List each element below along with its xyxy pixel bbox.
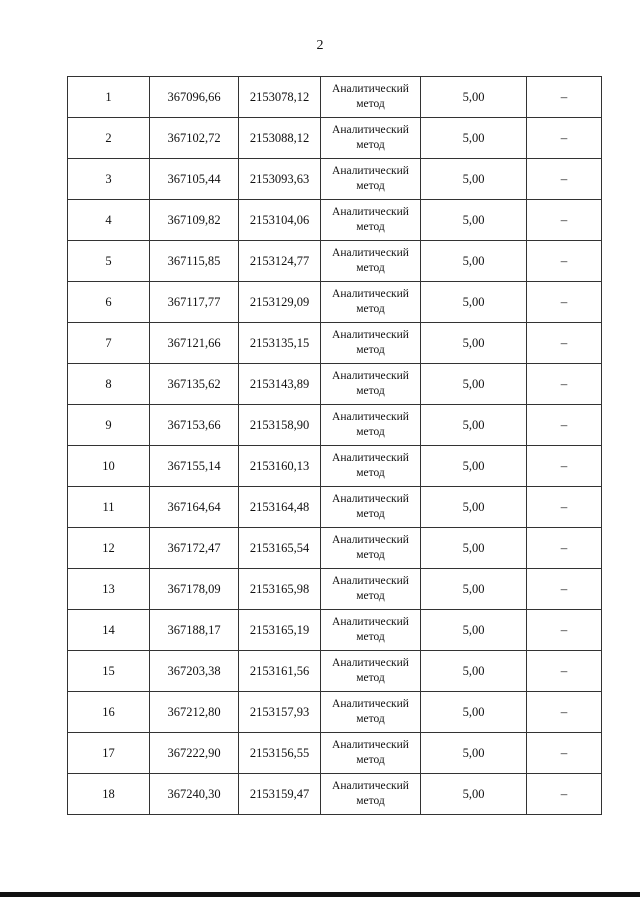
x-coordinate-cell: 367115,85	[150, 241, 239, 282]
y-coordinate-cell: 2153104,06	[239, 200, 321, 241]
x-coordinate-cell: 367222,90	[150, 733, 239, 774]
y-coordinate-cell: 2153124,77	[239, 241, 321, 282]
error-cell: 5,00	[421, 405, 527, 446]
x-coordinate-cell: 367164,64	[150, 487, 239, 528]
table-row	[68, 405, 602, 446]
table-row	[68, 569, 602, 610]
note-cell: –	[527, 651, 602, 692]
y-coordinate-cell: 2153165,19	[239, 610, 321, 651]
note-cell: –	[527, 364, 602, 405]
error-cell: 5,00	[421, 446, 527, 487]
error-cell: 5,00	[421, 200, 527, 241]
x-coordinate-cell: 367203,38	[150, 651, 239, 692]
table-row	[68, 364, 602, 405]
note-cell: –	[527, 692, 602, 733]
point-number-cell: 7	[68, 323, 150, 364]
method-cell: Аналитический метод	[321, 241, 421, 282]
note-cell: –	[527, 528, 602, 569]
method-cell: Аналитический метод	[321, 528, 421, 569]
table-row	[68, 200, 602, 241]
point-number-cell: 14	[68, 610, 150, 651]
method-cell: Аналитический метод	[321, 487, 421, 528]
method-cell: Аналитический метод	[321, 651, 421, 692]
point-number-cell: 13	[68, 569, 150, 610]
table-row	[68, 241, 602, 282]
error-cell: 5,00	[421, 610, 527, 651]
table-row	[68, 692, 602, 733]
method-cell: Аналитический метод	[321, 446, 421, 487]
point-number-cell: 6	[68, 282, 150, 323]
error-cell: 5,00	[421, 651, 527, 692]
method-cell: Аналитический метод	[321, 159, 421, 200]
table-row	[68, 282, 602, 323]
y-coordinate-cell: 2153143,89	[239, 364, 321, 405]
point-number-cell: 9	[68, 405, 150, 446]
note-cell: –	[527, 77, 602, 118]
x-coordinate-cell: 367102,72	[150, 118, 239, 159]
note-cell: –	[527, 323, 602, 364]
table-body	[68, 77, 602, 815]
table-row	[68, 159, 602, 200]
error-cell: 5,00	[421, 241, 527, 282]
x-coordinate-cell: 367135,62	[150, 364, 239, 405]
note-cell: –	[527, 610, 602, 651]
y-coordinate-cell: 2153159,47	[239, 774, 321, 815]
table-row	[68, 487, 602, 528]
note-cell: –	[527, 774, 602, 815]
note-cell: –	[527, 446, 602, 487]
y-coordinate-cell: 2153160,13	[239, 446, 321, 487]
point-number-cell: 10	[68, 446, 150, 487]
table-row	[68, 733, 602, 774]
method-cell: Аналитический метод	[321, 405, 421, 446]
note-cell: –	[527, 118, 602, 159]
note-cell: –	[527, 159, 602, 200]
y-coordinate-cell: 2153165,54	[239, 528, 321, 569]
error-cell: 5,00	[421, 733, 527, 774]
method-cell: Аналитический метод	[321, 692, 421, 733]
x-coordinate-cell: 367172,47	[150, 528, 239, 569]
note-cell: –	[527, 282, 602, 323]
error-cell: 5,00	[421, 159, 527, 200]
error-cell: 5,00	[421, 323, 527, 364]
method-cell: Аналитический метод	[321, 200, 421, 241]
error-cell: 5,00	[421, 282, 527, 323]
y-coordinate-cell: 2153156,55	[239, 733, 321, 774]
y-coordinate-cell: 2153165,98	[239, 569, 321, 610]
table-row	[68, 610, 602, 651]
note-cell: –	[527, 569, 602, 610]
method-cell: Аналитический метод	[321, 77, 421, 118]
error-cell: 5,00	[421, 364, 527, 405]
y-coordinate-cell: 2153135,15	[239, 323, 321, 364]
y-coordinate-cell: 2153088,12	[239, 118, 321, 159]
point-number-cell: 15	[68, 651, 150, 692]
point-number-cell: 2	[68, 118, 150, 159]
x-coordinate-cell: 367153,66	[150, 405, 239, 446]
x-coordinate-cell: 367105,44	[150, 159, 239, 200]
coordinates-table	[67, 76, 602, 815]
error-cell: 5,00	[421, 487, 527, 528]
method-cell: Аналитический метод	[321, 323, 421, 364]
y-coordinate-cell: 2153078,12	[239, 77, 321, 118]
x-coordinate-cell: 367155,14	[150, 446, 239, 487]
error-cell: 5,00	[421, 118, 527, 159]
y-coordinate-cell: 2153158,90	[239, 405, 321, 446]
x-coordinate-cell: 367240,30	[150, 774, 239, 815]
point-number-cell: 18	[68, 774, 150, 815]
method-cell: Аналитический метод	[321, 774, 421, 815]
point-number-cell: 12	[68, 528, 150, 569]
y-coordinate-cell: 2153093,63	[239, 159, 321, 200]
point-number-cell: 17	[68, 733, 150, 774]
point-number-cell: 8	[68, 364, 150, 405]
table-row	[68, 528, 602, 569]
point-number-cell: 3	[68, 159, 150, 200]
x-coordinate-cell: 367096,66	[150, 77, 239, 118]
method-cell: Аналитический метод	[321, 364, 421, 405]
method-cell: Аналитический метод	[321, 733, 421, 774]
point-number-cell: 4	[68, 200, 150, 241]
x-coordinate-cell: 367188,17	[150, 610, 239, 651]
table-row	[68, 77, 602, 118]
table-row	[68, 323, 602, 364]
error-cell: 5,00	[421, 528, 527, 569]
method-cell: Аналитический метод	[321, 282, 421, 323]
y-coordinate-cell: 2153164,48	[239, 487, 321, 528]
note-cell: –	[527, 405, 602, 446]
method-cell: Аналитический метод	[321, 610, 421, 651]
y-coordinate-cell: 2153129,09	[239, 282, 321, 323]
point-number-cell: 11	[68, 487, 150, 528]
table-row	[68, 446, 602, 487]
method-cell: Аналитический метод	[321, 569, 421, 610]
error-cell: 5,00	[421, 569, 527, 610]
point-number-cell: 1	[68, 77, 150, 118]
table-row	[68, 118, 602, 159]
note-cell: –	[527, 241, 602, 282]
y-coordinate-cell: 2153161,56	[239, 651, 321, 692]
y-coordinate-cell: 2153157,93	[239, 692, 321, 733]
point-number-cell: 16	[68, 692, 150, 733]
page-number: 2	[316, 38, 324, 53]
error-cell: 5,00	[421, 77, 527, 118]
note-cell: –	[527, 200, 602, 241]
x-coordinate-cell: 367212,80	[150, 692, 239, 733]
x-coordinate-cell: 367178,09	[150, 569, 239, 610]
page-bottom-border	[0, 892, 640, 897]
point-number-cell: 5	[68, 241, 150, 282]
note-cell: –	[527, 487, 602, 528]
x-coordinate-cell: 367109,82	[150, 200, 239, 241]
error-cell: 5,00	[421, 692, 527, 733]
x-coordinate-cell: 367117,77	[150, 282, 239, 323]
table-row	[68, 651, 602, 692]
table-row	[68, 774, 602, 815]
method-cell: Аналитический метод	[321, 118, 421, 159]
x-coordinate-cell: 367121,66	[150, 323, 239, 364]
note-cell: –	[527, 733, 602, 774]
error-cell: 5,00	[421, 774, 527, 815]
